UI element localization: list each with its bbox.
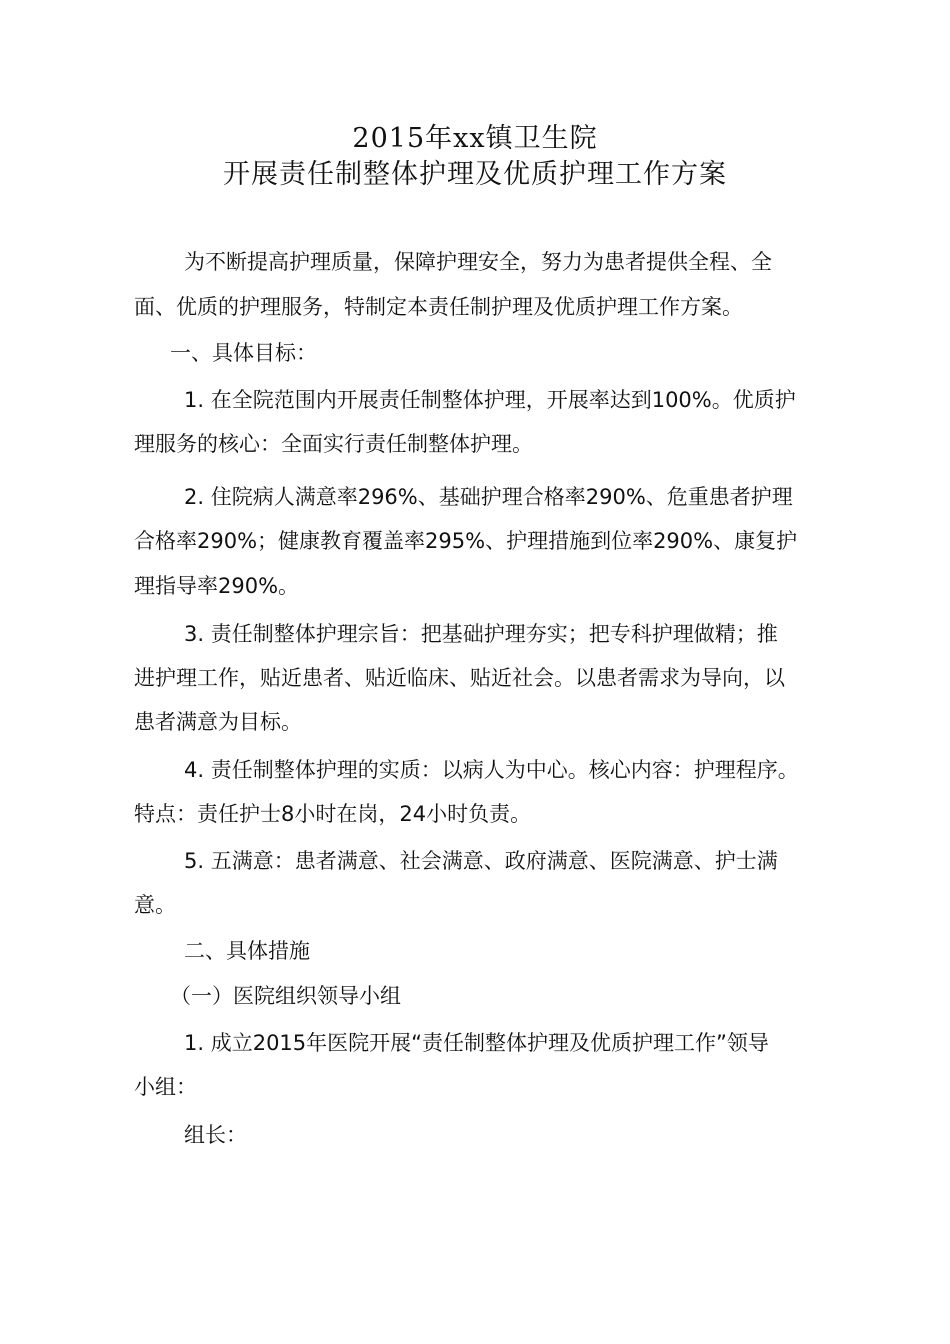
document-title-line-2: 开展责任制整体护理及优质护理工作方案 [223,159,727,190]
section-2-heading: 二、具体措施 [184,939,310,963]
intro-line-1: 为不断提高护理质量，保障护理安全，努力为患者提供全程、全 [184,250,772,274]
leader-label: 组长： [184,1123,247,1147]
item-3-line-3: 患者满意为目标。 [134,710,302,734]
item-2-line-1: 2. 住院病人满意率296%、基础护理合格率290%、危重患者护理 [184,485,793,509]
item-5-line-2: 意。 [134,893,176,917]
item-2-line-2: 合格率290%；健康教育覆盖率295%、护理措施到位率290%、康复护 [134,529,798,553]
item-4-line-2: 特点：责任护士8小时在岗，24小时负责。 [134,802,532,826]
item-3-line-2: 进护理工作，贴近患者、贴近临床、贴近社会。以患者需求为导向，以 [134,666,785,690]
item-3-line-1: 3. 责任制整体护理宗旨：把基础护理夯实；把专科护理做精；推 [184,622,778,646]
intro-line-2: 面、优质的护理服务，特制定本责任制护理及优质护理工作方案。 [134,295,743,319]
item-6-line-1: 1. 成立2015年医院开展“责任制整体护理及优质护理工作”领导 [184,1031,769,1055]
document-title-line-1: 2015年xx镇卫生院 [352,123,598,154]
item-2-line-3: 理指导率290%。 [134,574,300,598]
section-1-heading: 一、具体目标： [170,341,317,365]
item-4-line-1: 4. 责任制整体护理的实质：以病人为中心。核心内容：护理程序。 [184,758,799,782]
item-1-line-1: 1. 在全院范围内开展责任制整体护理，开展率达到100%。优质护 [184,388,796,412]
item-6-line-2: 小组： [134,1075,197,1099]
item-1-line-2: 理服务的核心：全面实行责任制整体护理。 [134,432,533,456]
subsection-1-heading: （一）医院组织领导小组 [170,984,401,1008]
item-5-line-1: 5. 五满意：患者满意、社会满意、政府满意、医院满意、护士满 [184,849,778,873]
